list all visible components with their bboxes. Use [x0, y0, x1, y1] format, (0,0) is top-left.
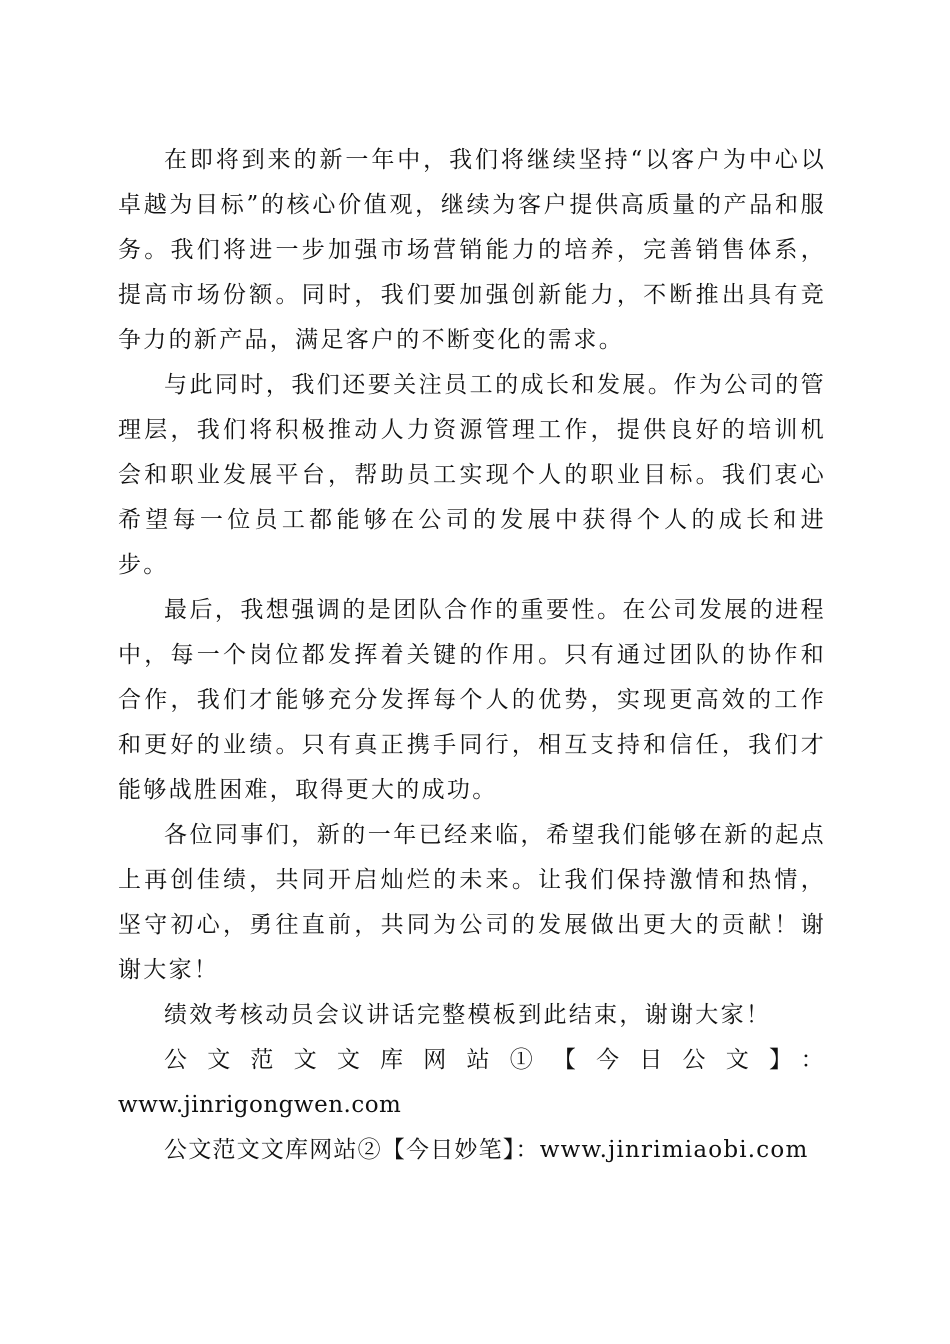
- site-1-url: www.jinrigongwen.com: [118, 1092, 402, 1118]
- site-2-line: 公文范文文库网站②【今日妙笔】：www.jinrimiaobi.com: [164, 1137, 809, 1163]
- site-1-label: 公文范文文库网站①【今日公文】：: [164, 1047, 826, 1073]
- paragraph-new-year-plan: 在即将到来的新一年中，我们将继续坚持“以客户为中心以卓越为目标”的核心价值观，继续为客户提供高质量的产品和服务。我们将进一步加强市场营销能力的培养，完善销售体系，提高市场份额。同时，我们要加强创新能力，不断推出具有竞争力的新产品，满足客户的不断变化的需求。: [118, 147, 826, 353]
- paragraph-teamwork: 最后，我想强调的是团队合作的重要性。在公司发展的进程中，每一个岗位都发挥着关键的作用。只有通过团队的协作和合作，我们才能够充分发挥每个人的优势，实现更高效的工作和更好的业绩。只有真正携手同行，相互支持和信任，我们才能够战胜困难，取得更大的成功。: [118, 597, 826, 803]
- document-body: [118, 138, 826, 1173]
- paragraph-employee-growth: 与此同时，我们还要关注员工的成长和发展。作为公司的管理层，我们将积极推动人力资源管理工作，提供良好的培训机会和职业发展平台，帮助员工实现个人的职业目标。我们衷心希望每一位员工都能够在公司的发展中获得个人的成长和进步。: [118, 372, 826, 578]
- paragraph-end-note: 绩效考核动员会议讲话完整模板到此结束，谢谢大家！: [164, 1002, 772, 1028]
- paragraph-closing-wishes: 各位同事们，新的一年已经来临，希望我们能够在新的起点上再创佳绩，共同开启灿烂的未来。让我们保持激情和热情，坚守初心，勇往直前，共同为公司的发展做出更大的贡献！谢谢大家！: [118, 822, 826, 983]
